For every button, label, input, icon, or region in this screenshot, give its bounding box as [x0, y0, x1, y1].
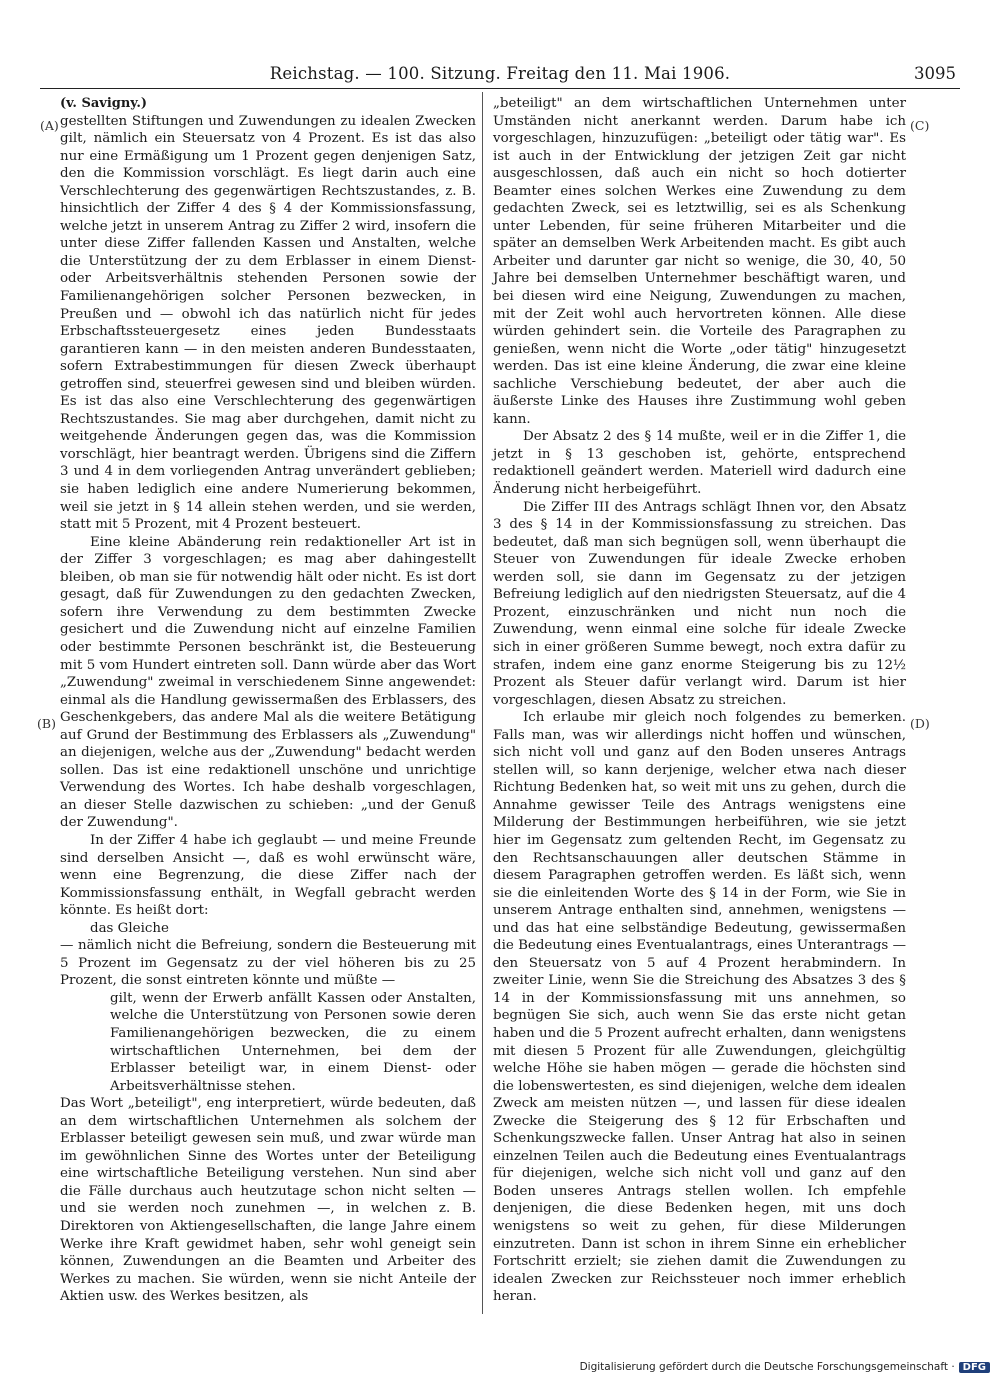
- column-divider: [482, 92, 483, 1314]
- paragraph: „beteiligt" an dem wirtschaftlichen Unternehmen unter Umständen nicht anerkannt werden. Darum habe ich vorgeschlagen, hinzuzufügen: „beteiligt oder tätig war". Es ist auch in der Entwicklung der jetzigen Zeit gar nicht ausgeschlossen, daß auch ein nicht so hoch dotierter Beamter eines solchen Werkes eine Zuwendung zu dem gedachten Zweck, sei es letztwillig, sei es als Schenkung unter Lebenden, für seine früheren Mitarbeiter und die später an demselben Werk Arbeitenden macht. Es gibt auch Arbeiter und darunter gar nicht so wenige, die 30, 40, 50 Jahre bei demselben Unternehmer beschäftigt waren, und bei diesen wird eine Neigung, Zuwendungen zu machen, mit der Zeit wohl auch hervortreten können. Alle diese würden gehindert sein. die Vorteile des Paragraphen zu genießen, wenn nicht die Worte „oder tätig" hinzugesetzt werden. Das ist eine kleine Änderung, die zwar eine kleine sachliche Verschiebung bedeutet, der aber auch die äußerste Linke des Hauses ihre Zustimmung wohl geben kann.: [493, 96, 906, 427]
- dfg-logo: DFG: [959, 1362, 990, 1373]
- margin-marker-d: (D): [910, 716, 930, 731]
- paragraph: Die Ziffer III des Antrags schlägt Ihnen vor, den Absatz 3 des § 14 in der Kommissionsfassung zu streichen. Das bedeutet, daß man sich begnügen soll, wenn überhaupt die Steuer von Zuwendungen für ideale Zwecke erhoben werden soll, sie dann im Gegensatz zu der jetzigen Befreiung lediglich auf den niedrigsten Steuersatz, auf die 4 Prozent, einzuschränken und nicht nun noch die Zuwendung, wenn einmal eine solche für ideale Zwecke sich in einer größeren Summe bewegt, noch extra dafür zu strafen, indem eine ganz enorme Steigerung bis zu 12½ Prozent als Steuer dafür verlangt wird. Darum ist hier vorgeschlagen, diesen Absatz zu streichen.: [493, 499, 906, 708]
- page-header: [40, 62, 960, 89]
- paragraph: Ich erlaube mir gleich noch folgendes zu bemerken. Falls man, was wir allerdings nicht hoffen und wünschen, sich nicht voll und ganz auf den Boden unseres Antrags stellen will, so kann derjenige, welcher etwa nach dieser Richtung Bedenken hat, so weit mit uns zu gehen, durch die Annahme gewisser Teile des Antrags wenigstens eine Milderung der Bestimmungen herbeiführen, wie sie jetzt hier im Gegensatz zum geltenden Recht, im Gegensatz zu den Rechtsanschauungen aller deutschen Stämme in diesem Paragraphen getroffen werden. Es läßt sich, wenn sie die einleitenden Worte des § 14 in der Form, wie Sie in unserem Antrage enthalten sind, annehmen, wenigstens — und das hat eine selbständige Bedeutung, gewissermaßen die Bedeutung eines Eventualantrags, eines Unterantrags — den Steuersatz von 5 auf 4 Prozent herabmindern. In zweiter Linie, wenn Sie die Streichung des Absatzes 3 des § 14 in der Kommissionsfassung mit uns annehmen, so begnügen Sie sich, auch wenn Sie das erste nicht getan haben und die 5 Prozent aufrecht erhalten, dann wenigstens mit diesen 5 Prozent für alle Zuwendungen, gleichgültig welche Höhe sie haben mögen — gerade die höchsten sind die lobenswertesten, es sind diejenigen, welche dem idealen Zweck am meisten nützen —, und lassen für diese idealen Zwecke die Steigerung des § 12 für Erbschaften und Schenkungszwecke fallen. Unser Antrag hat also in seinen einzelnen Teilen auch die Bedeutung eines Eventualantrags für diejenigen, welche sich nicht voll und ganz auf den Boden unseres Antrags stellen wollen. Ich empfehle denjenigen, die diese Bedenken hegen, mit uns doch wenigstens so weit zu gehen, für diese Milderungen einzutreten. Dann ist schon in ihrem Sinne ein erheblicher Fortschritt erzielt; sie ziehen damit die Zuwendungen zu idealen Zwecken zur Reichssteuer noch immer erheblich heran.: [493, 710, 906, 1305]
- left-column: [60, 95, 476, 1306]
- margin-marker-b: (B): [37, 716, 56, 731]
- page-number: 3095: [914, 64, 956, 83]
- quotation-block: gilt, wenn der Erwerb anfällt Kassen oder Anstalten, welche die Unterstützung von Personen sowie deren Familienangehörigen bezwecken, die zu einem wirtschaftlichen Unternehmen, bei dem der Erblasser beteiligt war, in einem Dienst- oder Arbeitsverhältnisse stehen.: [110, 990, 476, 1094]
- paragraph: Der Absatz 2 des § 14 mußte, weil er in die Ziffer 1, die jetzt in § 13 geschoben ist, gehörte, entsprechend redaktionell geändert werden. Materiell wird dadurch eine Änderung nicht herbeigeführt.: [493, 429, 906, 498]
- paragraph: Das Wort „beteiligt", eng interpretiert, würde bedeuten, daß an dem wirtschaftlichen Unternehmen als solchem der Erblasser beteiligt gewesen sein muß, und zwar würde man im gewöhnlichen Sinne des Wortes unter der Beteiligung eine wirtschaftliche Beteiligung verstehen. Nun sind aber die Fälle durchaus auch heutzutage schon nicht selten — und sie werden noch zunehmen —, in welchen z. B. Direktoren von Aktiengesellschaften, die lange Jahre einem Werke ihre Kraft gewidmet haben, sehr wohl geneigt sein können, Zuwendungen an die Beamten und Arbeiter des Werkes zu machen. Sie würden, wenn sie nicht Anteile der Aktien usw. des Werkes besitzen, als: [60, 1096, 476, 1305]
- digitization-credit: [580, 1361, 990, 1373]
- quotation-line: das Gleiche: [90, 920, 169, 936]
- quotation-aside: — nämlich nicht die Befreiung, sondern die Besteuerung mit 5 Prozent im Gegensatz zu der viel höheren bis zu 25 Prozent, die sonst eintreten könnte und müßte —: [60, 938, 476, 989]
- paragraph: In der Ziffer 4 habe ich geglaubt — und meine Freunde sind derselben Ansicht —, daß es wohl erwünscht wäre, wenn eine Begrenzung, die diese Ziffer nach der Kommissionsfassung enthält, in Wegfall gebracht werden könnte. Es heißt dort:: [60, 832, 476, 919]
- margin-marker-a: (A): [40, 118, 59, 133]
- paragraph: gestellten Stiftungen und Zuwendungen zu idealen Zwecken gilt, nämlich ein Steuersatz von 4 Prozent. Es ist das also nur eine Ermäßigung um 1 Prozent gegen denjenigen Satz, den die Kommission vorschlägt. Es liegt darin auch eine Verschlechterung des gegenwärtigen Rechtszustandes, z. B. hinsichtlich der Ziffer 4 des § 4 der Kommissionsfassung, welche jetzt in unserem Antrag zu Ziffer 2 wird, insofern die unter diese Ziffer fallenden Kassen und Anstalten, welche die Unterstützung der zu dem Erblasser in einem Dienst- oder Arbeitsverhältnis stehenden Personen sowie der Familienangehörigen solcher Personen bezwecken, in Preußen und — obwohl ich das natürlich nicht für jedes Erbschaftssteuergesetz eines jeden Bundesstaats garantieren kann — in den meisten anderen Bundesstaaten, sofern Extrabestimmungen für diesen Zweck überhaupt getroffen sind, steuerfrei gewesen sind und bleiben würden. Es ist das also eine Verschlechterung des gegenwärtigen Rechtszustandes. Sie mag aber durchgehen, damit nicht zu weitgehende Änderungen gegen das, was die Kommission vorschlägt, hier beantragt werden. Übrigens sind die Ziffern 3 und 4 in dem vorliegenden Antrag unverändert geblieben; sie haben lediglich eine andere Numerierung bekommen, weil sie jetzt in § 14 allein stehen werden, und sie werden, statt mit 5 Prozent, mit 4 Prozent besteuert.: [60, 113, 476, 533]
- speaker-label: (v. Savigny.): [60, 96, 148, 111]
- paragraph: Eine kleine Abänderung rein redaktioneller Art ist in der Ziffer 3 vorgeschlagen; es mag aber dahingestellt bleiben, ob man sie für notwendig hält oder nicht. Es ist dort gesagt, daß für Zuwendungen zu den gedachten Zwecken, sofern ihre Verwendung zu dem bestimmten Zwecke gesichert und die Zuwendung nicht auf einzelne Familien oder bestimmte Personen beschränkt ist, die Besteuerung mit 5 vom Hundert eintreten soll. Dann würde aber das Wort „Zuwendung" zweimal in verschiedenem Sinne angewendet: einmal als die Handlung gewissermaßen des Erblassers, des Geschenkgebers, das andere Mal als die weitere Betätigung auf Grund der Bestimmung des Erblassers als „Zuwendung" an diejenigen, welche aus der „Zuwendung" bedacht werden sollen. Das ist eine redaktionell unschöne und unrichtige Verwendung des Wortes. Ich habe deshalb vorgeschlagen, an dieser Stelle dazwischen zu schieben: „und der Genuß der Zuwendung".: [60, 534, 476, 831]
- running-title: Reichstag. — 100. Sitzung. Freitag den 11. Mai 1906.: [269, 64, 731, 83]
- margin-marker-c: (C): [910, 118, 930, 133]
- credit-text: Digitalisierung gefördert durch die Deutsche Forschungsgemeinschaft ·: [579, 1361, 955, 1373]
- right-column: [493, 95, 906, 1306]
